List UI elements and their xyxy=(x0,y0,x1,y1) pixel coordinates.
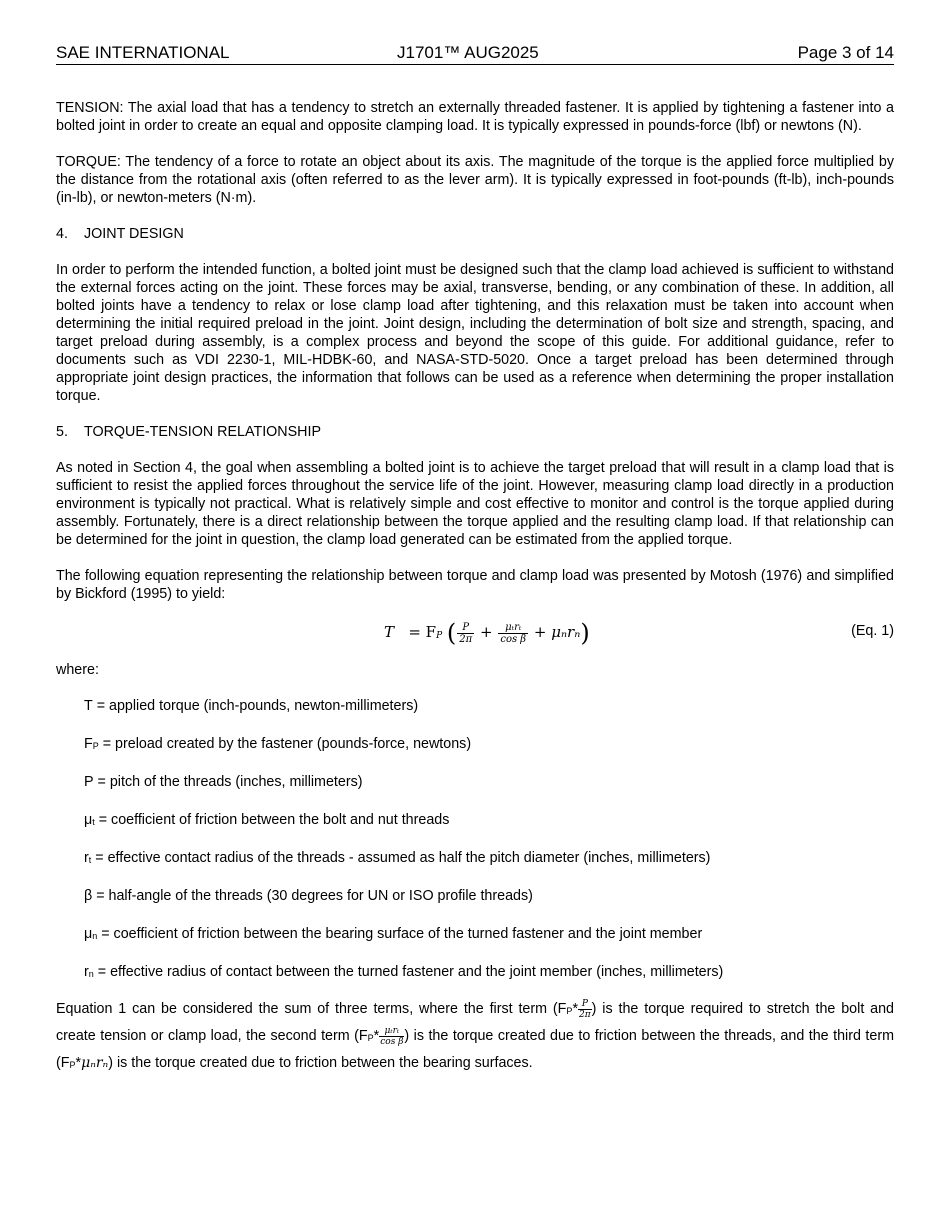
eq-frac2-top: μₜrₜ xyxy=(498,622,528,634)
header-organization: SAE INTERNATIONAL xyxy=(56,43,230,62)
eq-lhs: T xyxy=(384,623,395,641)
section-4-title: JOINT DESIGN xyxy=(84,226,184,242)
definition-item: $F_P$ = preload created by the fastener (pounds-force, newtons) xyxy=(84,736,472,752)
equation-explanation xyxy=(56,997,894,1078)
where-label: where: xyxy=(56,662,99,678)
page-header xyxy=(56,40,894,65)
eq-plus-1: + xyxy=(480,623,493,641)
inline-bearing-term: μₙrₙ xyxy=(81,1055,109,1071)
definition-item: P = pitch of the threads (inches, millimeters) xyxy=(84,774,363,790)
definition-item: $r_t$ = effective contact radius of the threads - assumed as half the pitch diameter (inches, millimeters) xyxy=(84,850,711,866)
eq-frac1-bot: 2π xyxy=(459,633,473,645)
eq-fraction-thread xyxy=(498,622,528,645)
equation-label: (Eq. 1) xyxy=(851,623,894,639)
eq-frac1-top: P xyxy=(457,622,474,634)
section-4-heading xyxy=(56,225,894,243)
definition-item: $\mu_n$ = coefficient of friction between the bearing surface of the turned fastener and the joint member xyxy=(84,926,703,942)
inline-fraction-pitch: $\frac{P}{2\pi}$ xyxy=(579,998,591,1020)
equation-1 xyxy=(56,615,894,649)
inline-fraction-thread: $\frac{\text{μₜrₜ}}{\text{cos β}}$ xyxy=(380,1025,404,1047)
document-page xyxy=(56,40,894,1078)
section-5-heading xyxy=(56,423,894,441)
eq-open-paren: ( xyxy=(446,619,457,647)
section-5-body-1: As noted in Section 4, the goal when assembling a bolted joint is to achieve the target preload that will result in a clamp load that is sufficient to resist the applied forces throughout the service life of the joint. However, measuring clamp load directly in a production environment is typically not practical. What is relatively simple and cost effective to monitor and control is the torque applied during assembly. Fortunately, there is a direct relationship between the torque applied and the resulting clamp load. If that relationship can be determined for the joint in question, the clamp load generated can be estimated from the applied torque. xyxy=(56,460,894,548)
section-5-title: TORQUE-TENSION RELATIONSHIP xyxy=(84,424,321,440)
eq-term-bearing: μₙrₙ xyxy=(551,623,581,641)
torque-definition: TORQUE: The tendency of a force to rotate an object about its axis. The magnitude of the torque is the applied force multiplied by the distance from the rotational axis (often referred to as the lever arm). It is typically expressed in foot-pounds (ft-lb), inch-pounds (in-lb), or newton-meters (N·m). xyxy=(56,154,894,206)
equation-expression xyxy=(384,619,590,647)
header-document-id: J1701™ AUG2025 xyxy=(397,43,539,62)
section-5-number: 5. xyxy=(56,424,68,440)
eq-equals-f: = F xyxy=(408,623,437,641)
eq-close-paren: ) xyxy=(580,619,590,647)
variable-definitions xyxy=(56,697,894,983)
definition-item: β = half-angle of the threads (30 degrees for UN or ISO profile threads) xyxy=(84,888,533,904)
definition-item: $\mu_t$ = coefficient of friction between the bolt and nut threads xyxy=(84,812,450,828)
equation-explanation-text: Equation 1 can be considered the sum of three terms, where the first term ($F_P*$ $\frac{P}{2\pi}$ ) is the torque required to stretch the bolt and create tension or clamp load, the second term ($F_P*$ $\frac{\text{μₜrₜ}}{\text{cos β}}$ ) is the torque created due to friction between the threads, and the third term $(F_P*\mu_nr_n)$ is the torque created due to friction between the bearing surfaces. xyxy=(56,998,895,1071)
eq-frac2-bot: cos β xyxy=(500,633,527,645)
tension-definition: TENSION: The axial load that has a tendency to stretch an externally threaded fastener. It is applied by tightening a fastener into a bolted joint in order to create an equal and opposite clamping load. It is typically expressed in pounds-force (lbf) or newtons (N). xyxy=(56,100,894,134)
eq-fraction-pitch xyxy=(457,622,474,645)
section-4-body: In order to perform the intended function, a bolted joint must be designed such that the clamp load achieved is sufficient to withstand the external forces acting on the joint. These forces may be axial, transverse, bending, or any combination of these. In addition, all bolted joints have a tendency to relax or lose clamp load after tightening, and this relaxation must be taken into account when determining the initial required preload in the joint. Joint design, including the determination of bolt size and strength, spacing, and target preload during assembly, is a complex process and beyond the scope of this guide. For additional guidance, refer to documents such as VDI 2230-1, MIL-HDBK-60, and NASA-STD-5020. Once a target preload has been determined through appropriate joint design practices, the information that follows can be used as a reference when determining the proper installation torque. xyxy=(56,262,894,404)
section-4-number: 4. xyxy=(56,226,68,242)
definition-item: $r_n$ = effective radius of contact between the turned fastener and the joint member (inches, millimeters) xyxy=(84,964,724,980)
section-5-body-2: The following equation representing the relationship between torque and clamp load was presented by Motosh (1976) and simplified by Bickford (1995) to yield: xyxy=(56,568,894,602)
definition-item: T = applied torque (inch-pounds, newton-millimeters) xyxy=(84,698,419,714)
header-page-number: Page 3 of 14 xyxy=(797,43,894,62)
eq-plus-2: + xyxy=(533,623,547,641)
eq-sub-p: P xyxy=(436,631,443,641)
